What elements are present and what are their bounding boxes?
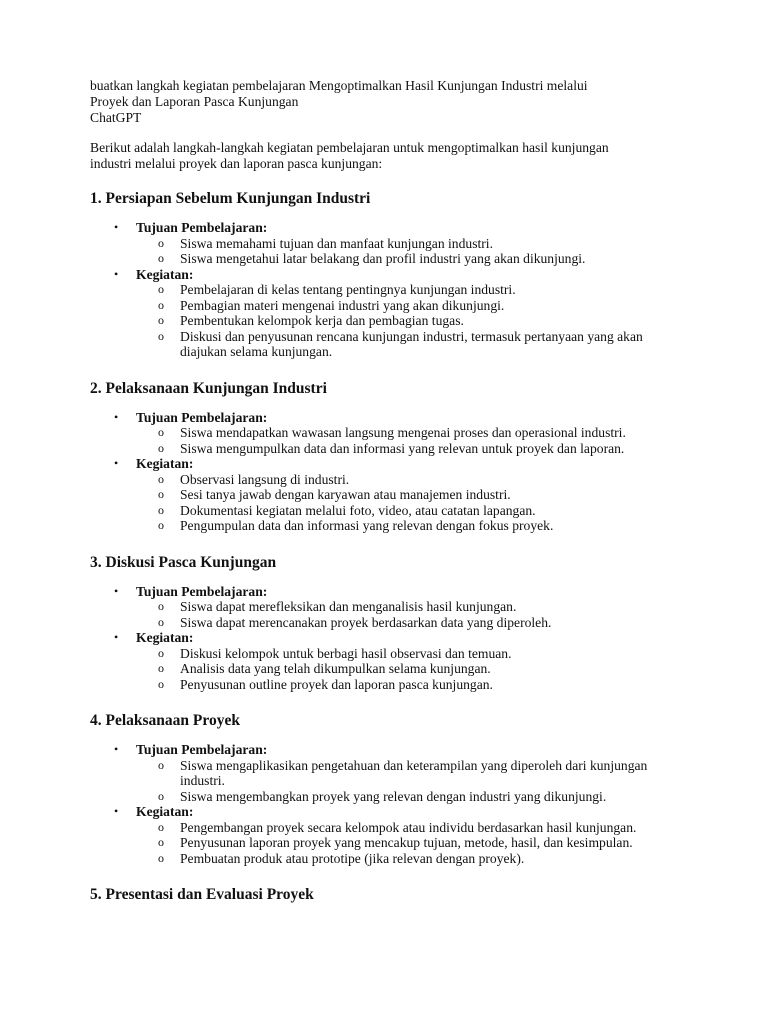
section-3-list	[90, 584, 690, 693]
kegiatan-list	[136, 472, 690, 534]
list-item	[158, 850, 690, 867]
list-item-text: Analisis data yang telah dikumpulkan selama kunjungan.	[180, 661, 491, 676]
tujuan-list	[136, 236, 690, 267]
list-item-text: Pengembangan proyek secara kelompok atau individu berdasarkan hasil kunjungan.	[180, 819, 637, 835]
list-item	[158, 502, 690, 519]
bullet-icon: •	[114, 742, 119, 756]
list-item	[158, 614, 690, 631]
list-item-text: Siswa mendapatkan wawasan langsung mengenai proses dan operasional industri.	[180, 425, 626, 440]
list-item-text: Siswa mengetahui latar belakang dan profil industri yang akan dikunjungi.	[180, 251, 586, 266]
bullet-icon: •	[114, 583, 119, 598]
circle-bullet-icon: o	[158, 502, 164, 517]
bullet-icon: •	[114, 220, 119, 234]
intro-line-1: Berikut adalah langkah-langkah kegiatan pembelajaran untuk mengoptimalkan hasil kunjungan	[90, 140, 609, 155]
tujuan-label: Tujuan Pembelajaran:	[136, 742, 268, 757]
section-heading-3: 3. Diskusi Pasca Kunjungan	[90, 553, 277, 571]
list-item-text: Siswa dapat merencanakan proyek berdasarkan data yang diperoleh.	[180, 614, 552, 630]
list-item	[158, 425, 690, 441]
list-item-text: Penyusunan outline proyek dan laporan pasca kunjungan.	[180, 676, 493, 692]
list-item-text: Siswa mengaplikasikan pengetahuan dan keterampilan yang diperoleh dari kunjungan industri.	[180, 757, 648, 788]
list-item	[158, 471, 690, 488]
list-item	[158, 661, 690, 677]
list-item	[158, 313, 690, 329]
list-item	[158, 235, 690, 252]
circle-bullet-icon: o	[158, 282, 164, 296]
tujuan-list	[136, 758, 690, 805]
tujuan-item	[114, 220, 690, 267]
circle-bullet-icon: o	[158, 313, 164, 327]
list-item-text: Siswa mengembangkan proyek yang relevan dengan industri yang dikunjungi.	[180, 788, 607, 804]
list-item	[158, 757, 680, 789]
list-item-text: Diskusi kelompok untuk berbagi hasil observasi dan temuan.	[180, 645, 512, 661]
speaker-label: ChatGPT	[90, 110, 142, 125]
list-item-text: Siswa memahami tujuan dan manfaat kunjungan industri.	[180, 235, 493, 251]
list-item-text: Penyusunan laporan proyek yang mencakup tujuan, metode, hasil, dan kesimpulan.	[180, 835, 633, 850]
bullet-icon: •	[114, 804, 119, 818]
kegiatan-label: Kegiatan:	[136, 630, 194, 645]
list-item-text: Dokumentasi kegiatan melalui foto, video, atau catatan lapangan.	[180, 502, 536, 518]
circle-bullet-icon: o	[158, 757, 164, 772]
list-item	[158, 676, 690, 693]
circle-bullet-icon: o	[158, 235, 164, 250]
bullet-icon: •	[114, 630, 119, 644]
kegiatan-list	[136, 282, 690, 360]
circle-bullet-icon: o	[158, 487, 164, 501]
circle-bullet-icon: o	[158, 599, 164, 613]
tujuan-item	[114, 583, 690, 631]
kegiatan-item	[114, 804, 690, 866]
list-item	[158, 788, 690, 805]
tujuan-label: Tujuan Pembelajaran:	[136, 220, 268, 235]
section-2-list	[90, 410, 690, 534]
tujuan-label: Tujuan Pembelajaran:	[136, 583, 268, 599]
section-heading-5: 5. Presentasi dan Evaluasi Proyek	[90, 886, 314, 903]
tujuan-label: Tujuan Pembelajaran:	[136, 409, 268, 425]
list-item	[158, 819, 680, 836]
bullet-icon: •	[114, 266, 119, 281]
tujuan-item	[114, 742, 690, 804]
list-item-text: Diskusi dan penyusunan rencana kunjungan industri, termasuk pertanyaan yang akan diajukan selama kunjungan.	[180, 328, 643, 359]
list-item	[158, 297, 690, 314]
list-item	[158, 599, 690, 615]
section-heading-4: 4. Pelaksanaan Proyek	[90, 712, 240, 729]
list-item-text: Pembagian materi mengenai industri yang akan dikunjungi.	[180, 297, 505, 313]
kegiatan-label: Kegiatan:	[136, 456, 194, 471]
section-heading-1: 1. Persiapan Sebelum Kunjungan Industri	[90, 190, 371, 207]
bullet-icon: •	[114, 409, 119, 424]
list-item-text: Sesi tanya jawab dengan karyawan atau manajemen industri.	[180, 487, 511, 502]
circle-bullet-icon: o	[158, 676, 164, 691]
circle-bullet-icon: o	[158, 328, 164, 343]
circle-bullet-icon: o	[158, 645, 164, 660]
circle-bullet-icon: o	[158, 425, 164, 439]
intro-paragraph	[90, 140, 690, 172]
section-heading-2: 2. Pelaksanaan Kunjungan Industri	[90, 379, 327, 397]
section-1-list	[90, 220, 690, 360]
tujuan-list	[136, 425, 690, 456]
list-item	[158, 251, 690, 267]
list-item	[158, 487, 690, 503]
circle-bullet-icon: o	[158, 835, 164, 849]
circle-bullet-icon: o	[158, 614, 164, 629]
kegiatan-list	[136, 646, 690, 693]
list-item	[158, 282, 690, 298]
kegiatan-label: Kegiatan:	[136, 804, 194, 819]
kegiatan-item	[114, 266, 690, 360]
circle-bullet-icon: o	[158, 297, 164, 312]
list-item-text: Pengumpulan data dan informasi yang relevan dengan fokus proyek.	[180, 518, 554, 533]
list-item-text: Pembelajaran di kelas tentang pentingnya kunjungan industri.	[180, 282, 516, 297]
circle-bullet-icon: o	[158, 788, 164, 803]
circle-bullet-icon: o	[158, 850, 164, 865]
circle-bullet-icon: o	[158, 440, 164, 455]
list-item	[158, 645, 690, 662]
list-item	[158, 440, 690, 457]
list-item-text: Pembuatan produk atau prototipe (jika relevan dengan proyek).	[180, 850, 525, 866]
list-item	[158, 835, 680, 851]
kegiatan-list	[136, 820, 690, 867]
kegiatan-item	[114, 456, 690, 534]
list-item-text: Siswa mengumpulkan data dan informasi yang relevan untuk proyek dan laporan.	[180, 440, 625, 456]
tujuan-item	[114, 409, 690, 457]
tujuan-list	[136, 599, 690, 630]
circle-bullet-icon: o	[158, 518, 164, 532]
document-page	[90, 78, 690, 916]
circle-bullet-icon: o	[158, 661, 164, 675]
prompt-line-1: buatkan langkah kegiatan pembelajaran Mengoptimalkan Hasil Kunjungan Industri melalui	[90, 78, 588, 93]
circle-bullet-icon: o	[158, 471, 164, 486]
kegiatan-item	[114, 630, 690, 692]
list-item-text: Pembentukan kelompok kerja dan pembagian tugas.	[180, 313, 464, 328]
kegiatan-label: Kegiatan:	[136, 266, 194, 282]
section-4-list	[90, 742, 690, 866]
list-item	[158, 518, 690, 534]
list-item	[158, 328, 680, 360]
circle-bullet-icon: o	[158, 251, 164, 265]
list-item-text: Observasi langsung di industri.	[180, 471, 350, 487]
circle-bullet-icon: o	[158, 819, 164, 834]
list-item-text: Siswa dapat merefleksikan dan menganalisis hasil kunjungan.	[180, 599, 517, 614]
intro-line-2: industri melalui proyek dan laporan pasca kunjungan:	[90, 156, 383, 171]
prompt-line-2: Proyek dan Laporan Pasca Kunjungan	[90, 94, 299, 109]
bullet-icon: •	[114, 456, 119, 470]
